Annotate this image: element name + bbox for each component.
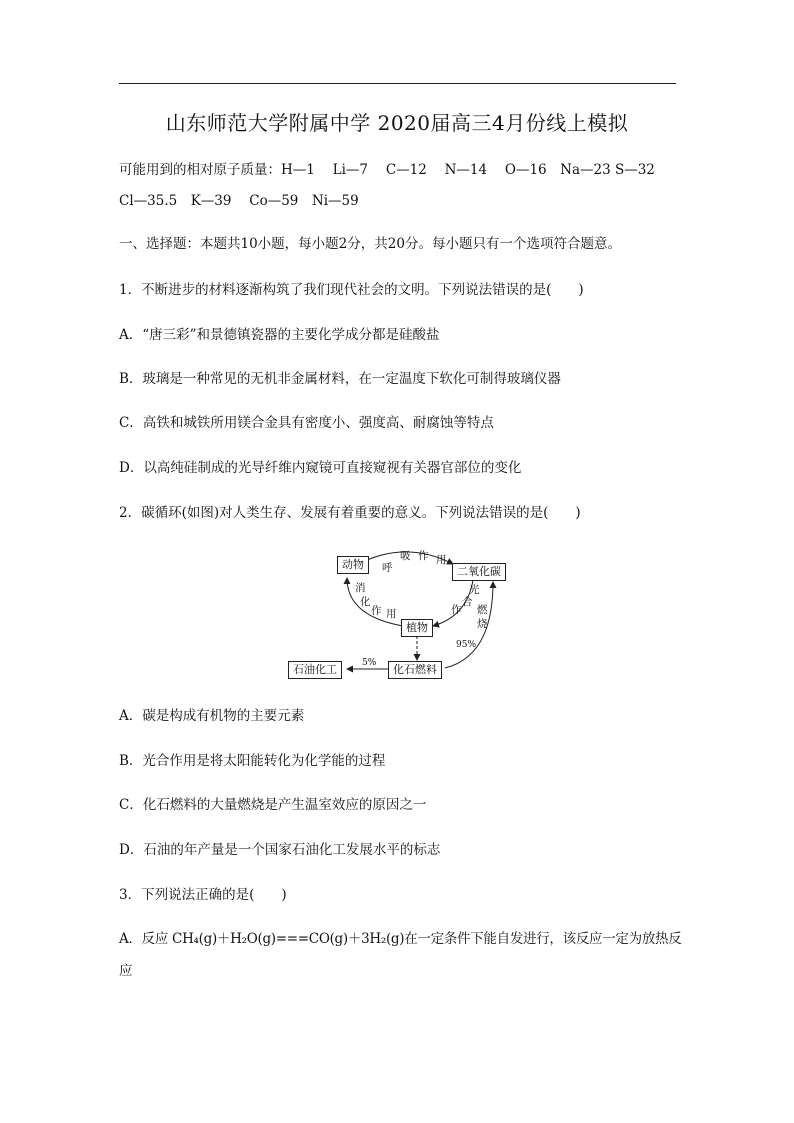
question-3-option-a-continued: 应 bbox=[119, 963, 133, 979]
label-digestion-2: 化 bbox=[360, 596, 371, 608]
label-photosynthesis-2: 合 bbox=[462, 596, 473, 608]
label-95-percent: 95% bbox=[456, 640, 477, 650]
page-title: 山东师范大学附属中学 2020届高三4月份线上模拟 bbox=[165, 111, 629, 135]
header-rule bbox=[119, 83, 676, 84]
label-photosynthesis-3: 作 bbox=[451, 604, 462, 616]
label-combustion-2: 烧 bbox=[477, 618, 488, 630]
label-respiration-2: 吸 bbox=[400, 550, 411, 562]
question-2-option-c: C．化石燃料的大量燃烧是产生温室效应的原因之一 bbox=[119, 797, 427, 813]
question-2-option-a: A．碳是构成有机物的主要元素 bbox=[119, 708, 305, 724]
carbon-cycle-diagram bbox=[285, 548, 525, 683]
question-1-stem: 1．不断进步的材料逐渐构筑了我们现代社会的文明。下列说法错误的是( ) bbox=[119, 282, 584, 298]
node-plant: 植物 bbox=[401, 619, 433, 637]
question-1-option-b: B．玻璃是一种常见的无机非金属材料，在一定温度下软化可制得玻璃仪器 bbox=[119, 371, 561, 387]
label-photosynthesis-1: 光 bbox=[469, 584, 480, 596]
label-respiration-3: 作 bbox=[418, 550, 429, 562]
question-2-option-d: D．石油的年产量是一个国家石油化工发展水平的标志 bbox=[119, 842, 441, 858]
question-1-option-c: C．高铁和城铁所用镁合金具有密度小、强度高、耐腐蚀等特点 bbox=[119, 415, 494, 431]
question-2-option-b: B．光合作用是将太阳能转化为化学能的过程 bbox=[119, 753, 386, 769]
question-3-option-a: A．反应 CH₄(g)＋H₂O(g)===CO(g)＋3H₂(g)在一定条件下能自发进行，该反应一定为放热反 bbox=[119, 931, 682, 947]
label-digestion-4: 用 bbox=[386, 608, 397, 620]
label-5-percent: 5% bbox=[362, 658, 377, 668]
node-fossil-fuel: 化石燃料 bbox=[388, 661, 442, 679]
question-2-stem: 2．碳循环(如图)对人类生存、发展有着重要的意义。下列说法错误的是( ) bbox=[119, 505, 581, 521]
label-respiration-4: 用 bbox=[436, 554, 447, 566]
label-respiration-1: 呼 bbox=[382, 562, 393, 574]
node-animal: 动物 bbox=[337, 556, 369, 574]
node-petrochemical: 石油化工 bbox=[288, 661, 342, 679]
label-digestion-1: 消 bbox=[355, 582, 366, 594]
atomic-mass-line-2: Cl—35.5 K—39 Co—59 Ni—59 bbox=[119, 193, 359, 209]
question-3-stem: 3．下列说法正确的是( ) bbox=[119, 887, 287, 903]
label-combustion-1: 燃 bbox=[477, 604, 488, 616]
label-digestion-3: 作 bbox=[371, 605, 382, 617]
atomic-mass-line-1: 可能用到的相对原子质量：H—1 Li—7 C—12 N—14 O—16 Na—23 S—32 bbox=[119, 162, 655, 178]
question-1-option-d: D．以高纯硅制成的光导纤维内窥镜可直接窥视有关器官部位的变化 bbox=[119, 460, 522, 476]
question-1-option-a: A．“唐三彩”和景德镇瓷器的主要化学成分都是硅酸盐 bbox=[119, 327, 440, 343]
node-co2: 二氧化碳 bbox=[452, 563, 506, 581]
section-heading: 一、选择题：本题共10小题，每小题2分，共20分。每小题只有一个选项符合题意。 bbox=[119, 236, 621, 252]
